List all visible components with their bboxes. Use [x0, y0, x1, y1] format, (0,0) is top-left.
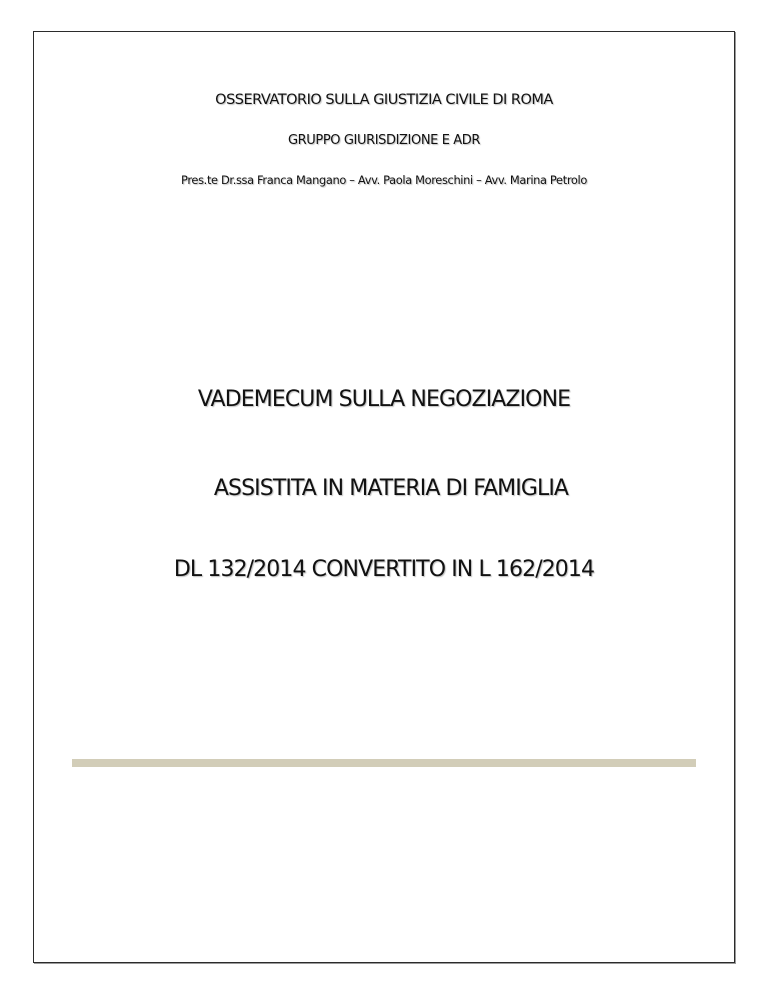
title-line-2: ASSISTITA IN MATERIA DI FAMIGLIA	[213, 476, 569, 501]
horizontal-divider	[72, 759, 696, 767]
group-name: GRUPPO GIURISDIZIONE E ADR	[288, 133, 480, 148]
document-page	[33, 31, 735, 963]
authors-line: Pres.te Dr.ssa Franca Mangano – Avv. Paola Moreschini – Avv. Marina Petrolo	[181, 173, 587, 187]
title-line-1: VADEMECUM SULLA NEGOZIAZIONE	[197, 387, 571, 412]
organization-name: OSSERVATORIO SULLA GIUSTIZIA CIVILE DI ROMA	[215, 92, 553, 108]
title-line-3: DL 132/2014 CONVERTITO IN L 162/2014	[173, 557, 595, 582]
